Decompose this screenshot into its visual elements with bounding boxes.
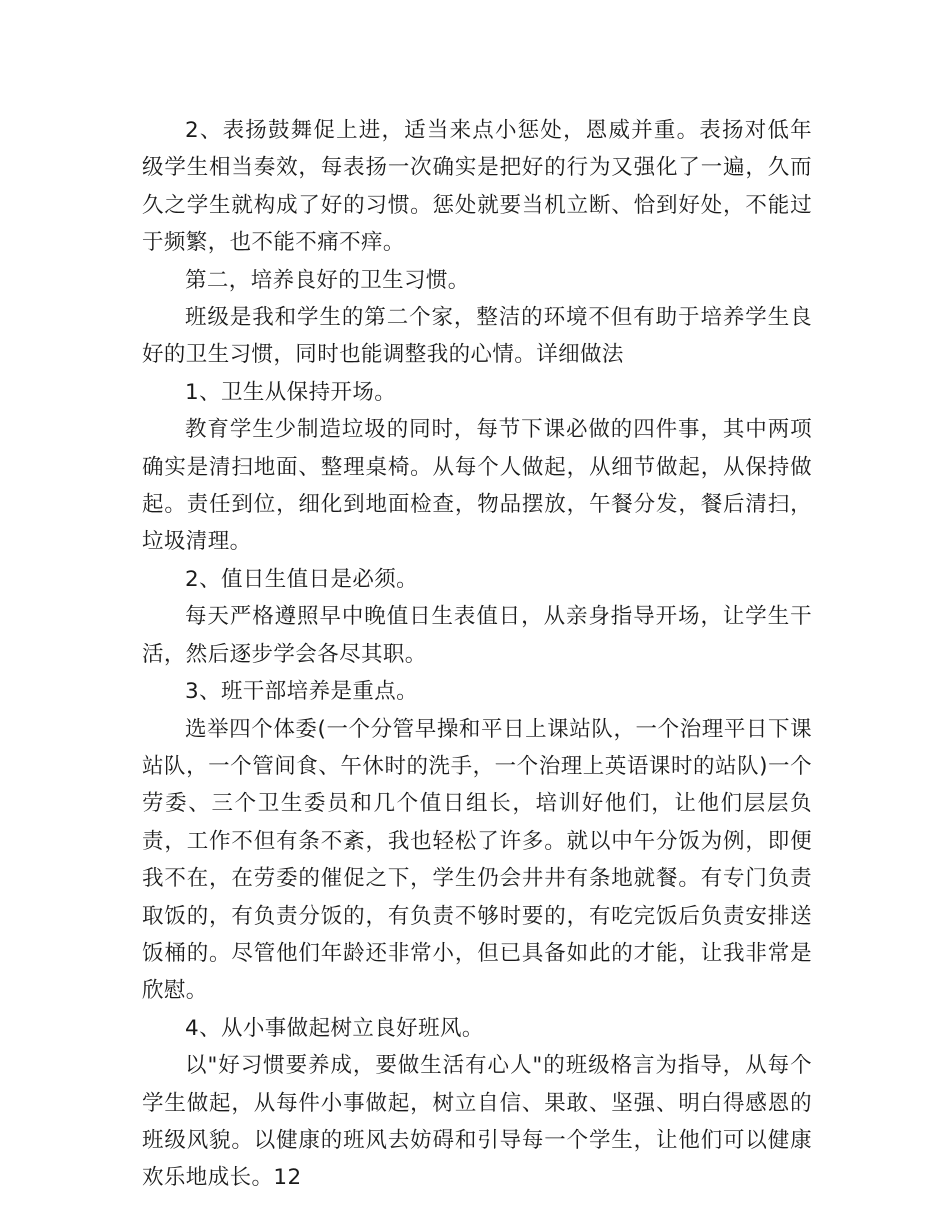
heading-class-spirit: 4、从小事做起树立良好班风。 xyxy=(185,1015,484,1041)
paragraph-duty-schedule: 每天严格遵照早中晚值日生表值日，从亲身指导开场，让学生干活，然后逐步学会各尽其职。 xyxy=(142,604,812,667)
document-body xyxy=(142,112,812,1197)
paragraph-reduce-garbage: 教育学生少制造垃圾的同时，每节下课必做的四件事，其中两项确实是清扫地面、整理桌椅。从每个人做起，从细节做起，从保持做起。责任到位，细化到地面检查，物品摆放，午餐分发，餐后清扫，垃圾清理。 xyxy=(142,417,812,555)
paragraph-class-home: 班级是我和学生的第二个家，整洁的环境不但有助于培养学生良好的卫生习惯，同时也能调整我的心情。详细做法 xyxy=(142,305,812,368)
paragraph-praise-punishment: 2、表扬鼓舞促上进，适当来点小惩处，恩威并重。表扬对低年级学生相当奏效，每表扬一次确实是把好的行为又强化了一遍，久而久之学生就构成了好的习惯。惩处就要当机立断、恰到好处，不能过于频繁，也不能不痛不痒。 xyxy=(142,118,812,256)
heading-hygiene-habits: 第二，培养良好的卫生习惯。 xyxy=(185,267,470,293)
heading-duty-students: 2、值日生值日是必须。 xyxy=(185,566,419,592)
heading-class-cadres: 3、班干部培养是重点。 xyxy=(185,679,419,705)
paragraph-class-motto: 以"好习惯要养成，要做生活有心人"的班级格言为指导，从每个学生做起，从每件小事做起，树立自信、果敢、坚强、明白得感恩的班级风貌。以健康的班风去妨碍和引导每一个学生，让他们可以健康欢乐地成长。12 xyxy=(142,1053,812,1191)
heading-hygiene-maintenance: 1、卫生从保持开场。 xyxy=(185,379,397,405)
paragraph-cadre-election: 选举四个体委(一个分管早操和平日上课站队，一个治理平日下课站队，一个管间食、午休时的洗手，一个治理上英语课时的站队)一个劳委、三个卫生委员和几个值日组长，培训好他们，让他们层层负责，工作不但有条不紊，我也轻松了许多。就以中午分饭为例，即便我不在，在劳委的催促之下，学生仍会井井有条地就餐。有专门负责取饭的，有负责分饭的，有负责不够时要的，有吃完饭后负责安排送饭桶的。尽管他们年龄还非常小，但已具备如此的才能，让我非常是欣慰。 xyxy=(142,716,812,1004)
